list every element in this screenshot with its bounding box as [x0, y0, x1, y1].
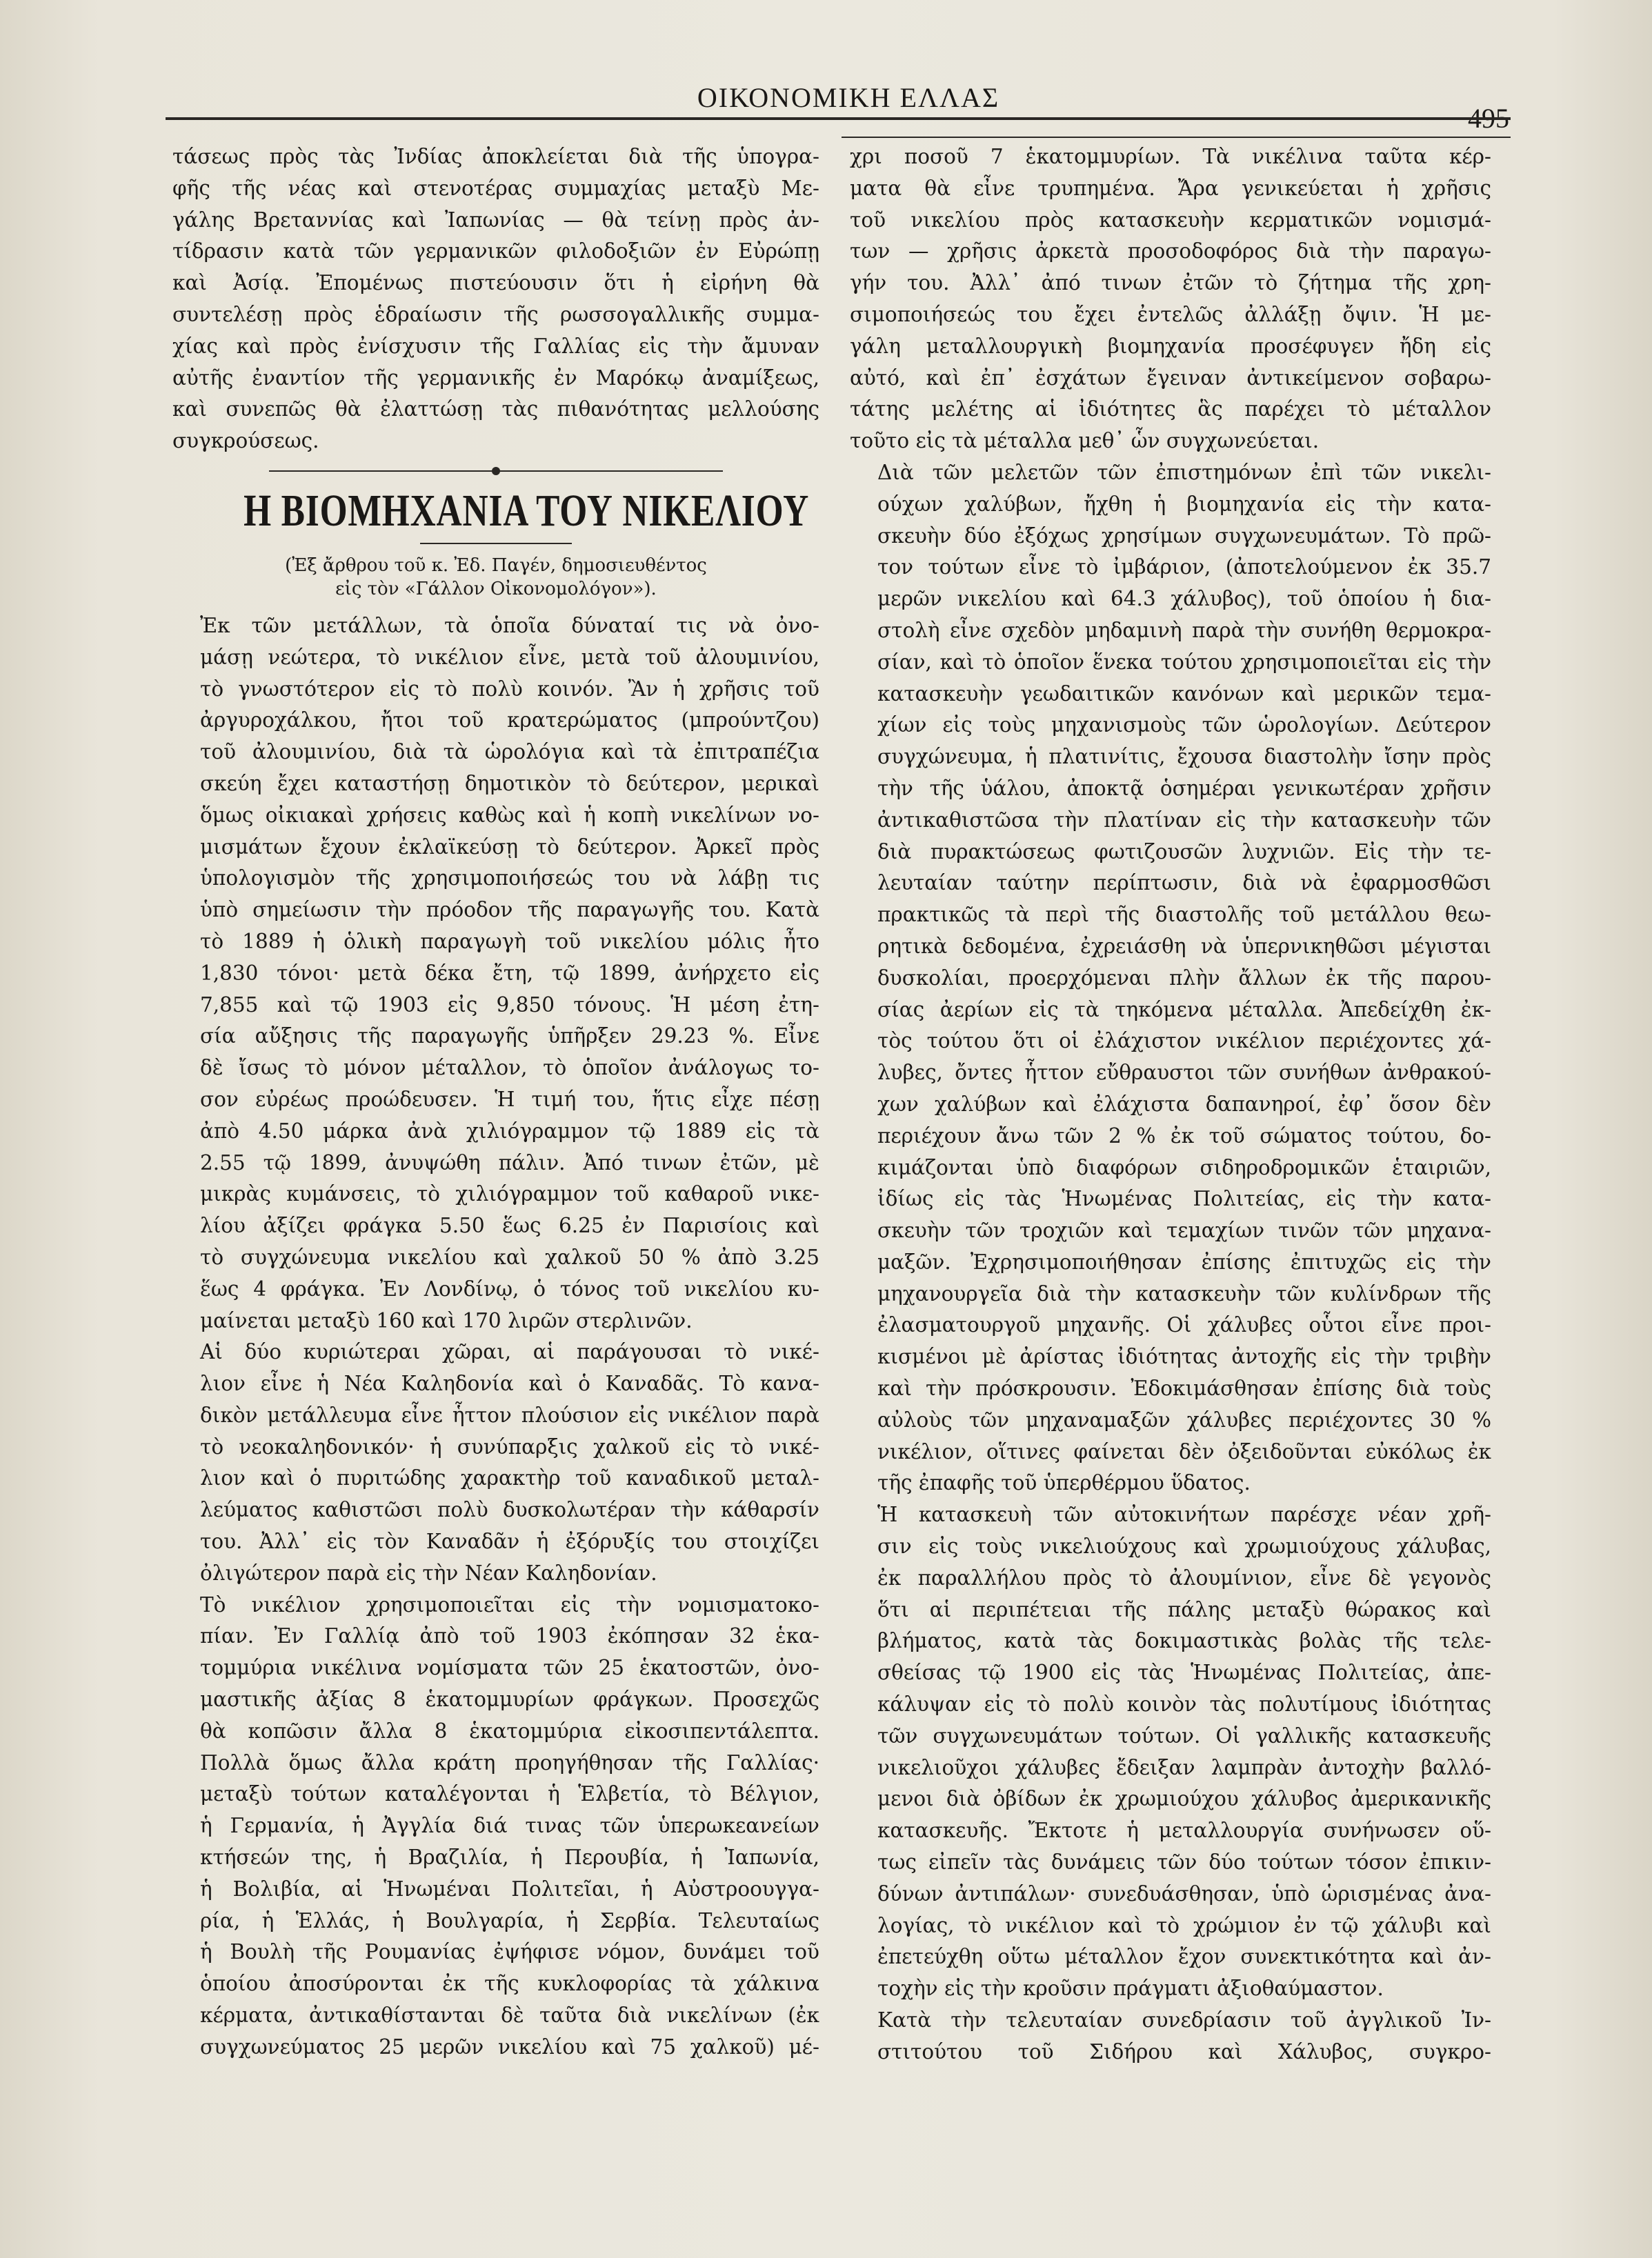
text-line: σία αὔξησις τῆς παραγωγῆς ὑπῆρξεν 29.23 %. Εἶνε: [200, 1024, 819, 1048]
text-line: τως εἰπεῖν τὰς δυνάμεις τῶν δύο τούτων τόσον ἐπικιν-: [877, 1850, 1491, 1875]
article-paragraph-5: [850, 457, 1491, 1499]
text-line: σιν εἰς τοὺς νικελιούχους καὶ χρωμιούχους χάλυβας,: [877, 1535, 1491, 1559]
text-line: συγχωνεύματος 25 μερῶν νικελίου καὶ 75 χαλκοῦ) μέ-: [200, 2035, 819, 2059]
text-line: σον εὐρέως προώδευσεν. Ἡ τιμή του, ἥτις εἶχε πέσῃ: [200, 1087, 819, 1111]
text-line: καὶ Ἀσίᾳ. Ἐπομένως πιστεύουσιν ὅτι ἡ εἰρήνη θὰ: [172, 271, 819, 295]
text-line: αὐλοὺς τῶν μηχαναμαξῶν χάλυβες περιέχοντες 30 %: [877, 1408, 1491, 1432]
text-line: Κατὰ τὴν τελευταίαν συνεδρίασιν τοῦ ἀγγλικοῦ Ἰν-: [877, 2008, 1491, 2032]
article-paragraph-7: [850, 2005, 1491, 2068]
article-paragraph-1: [172, 610, 819, 1337]
text-line: των — χρῆσις ἀρκετὰ προσοδοφόρος διὰ τὴν παραγω-: [850, 239, 1491, 263]
text-line: σκευὴν τῶν τροχιῶν καὶ τεμαχίων τινῶν τῶν μηχανα-: [877, 1219, 1491, 1243]
text-line: κιμάζονται ὑπὸ διαφόρων σιδηροδρομικῶν ἑταιριῶν,: [877, 1155, 1491, 1179]
text-line: Αἱ δύο κυριώτεραι χῶραι, αἱ παράγουσαι τὸ νικέ-: [200, 1340, 819, 1364]
text-line: σθείσας τῷ 1900 εἰς τὰς Ἡνωμένας Πολιτείας, ἀπε-: [877, 1661, 1491, 1685]
left-column: [172, 141, 819, 2064]
text-line: ἡ Βουλὴ τῆς Ρουμανίας ἐψήφισε νόμον, δυνάμει τοῦ: [200, 1940, 819, 1964]
header-rule: [166, 117, 1511, 120]
text-line: δὲ ἴσως τὸ μόνον μέταλλον, τὸ ὁποῖον ἀνάλογως το-: [200, 1056, 819, 1080]
text-line: λίου ἀξίζει φράγκα 5.50 ἕως 6.25 ἐν Παρισίοις καὶ: [200, 1214, 819, 1238]
text-line: τὸ 1889 ἡ ὁλικὴ παραγωγὴ τοῦ νικελίου μόλις ἦτο: [200, 929, 819, 953]
text-line: τοῦτο εἰς τὰ μέταλλα μεθ᾽ ὧν συγχωνεύεται.: [850, 429, 1320, 453]
text-line: συντελέσῃ πρὸς ἑδραίωσιν τῆς ρωσσογαλλικῆς συμμα-: [172, 302, 819, 326]
text-line: ἐκ παραλλήλου πρὸς τὸ ἀλουμίνιον, εἶνε δὲ γεγονὸς: [877, 1566, 1491, 1590]
text-line: δύνων ἀντιπάλων· συνεδυάσθησαν, ὑπὸ ὡρισμένας ἀνα-: [877, 1881, 1491, 1906]
text-line: νικέλιον, οἵτινες φαίνεται δὲν ὀξειδοῦνται εὐκόλως ἐκ: [877, 1439, 1491, 1463]
article-headline: Η ΒΙΟΜΗΧΑΝΙΑ ΤΟΥ ΝΙΚΕΛΙΟΥ: [243, 485, 810, 536]
article-paragraph-3: [172, 1590, 819, 2064]
text-line: βλήματος, κατὰ τὰς δοκιμαστικὰς βολὰς τῆς τελε-: [877, 1629, 1491, 1653]
text-line: αὐτῆς ἐναντίον τῆς γερμανικῆς ἐν Μαρόκῳ ἀναμίξεως,: [172, 366, 819, 390]
text-line: κισμένοι μὲ ἀρίστας ἰδιότητας ἀντοχῆς εἰς τὴν τριβὴν: [877, 1345, 1491, 1369]
text-line: συγχώνευμα, ἡ πλατινίτις, ἔχουσα διαστολὴν ἴσην πρὸς: [877, 745, 1491, 769]
text-line: κατασκευῆς. Ἔκτοτε ἡ μεταλλουργία συνήνωσεν οὕ-: [877, 1819, 1491, 1843]
text-line: ρία, ἡ Ἑλλάς, ἡ Βουλγαρία, ἡ Σερβία. Τελευταίως: [200, 1908, 819, 1932]
text-line: πίαν. Ἐν Γαλλίᾳ ἀπὸ τοῦ 1903 ἐκόπησαν 32 ἑκα-: [200, 1624, 819, 1648]
text-line: χίας καὶ πρὸς ἐνίσχυσιν τῆς Γαλλίας εἰς τὴν ἄμυναν: [172, 334, 819, 358]
header-rule-secondary: [842, 137, 1511, 138]
text-line: 2.55 τῷ 1899, ἀνυψώθη πάλιν. Ἀπό τινων ἐτῶν, μὲ: [200, 1150, 819, 1175]
text-line: ἡ Βολιβία, αἱ Ἡνωμέναι Πολιτεῖαι, ἡ Αὐστροουγγα-: [200, 1877, 819, 1901]
text-line: τοῦ ἀλουμινίου, διὰ τὰ ὡρολόγια καὶ τὰ ἐπιτραπέζια: [200, 740, 819, 764]
text-line: 7,855 καὶ τῷ 1903 εἰς 9,850 τόνους. Ἡ μέση ἐτη-: [200, 992, 819, 1017]
text-line: λιον καὶ ὁ πυριτώδης χαρακτὴρ τοῦ καναδικοῦ μεταλ-: [200, 1466, 819, 1490]
text-line: μεταξὺ τούτων καταλέγονται ἡ Ἑλβετία, τὸ Βέλγιον,: [200, 1782, 819, 1806]
text-line: λογίας, τὸ νικέλιον καὶ τὸ χρώμιον ἐν τῷ χάλυβι καὶ: [877, 1913, 1491, 1937]
text-line: σίας ἀερίων εἰς τὰ τηκόμενα μέταλλα. Ἀπεδείχθη ἐκ-: [877, 997, 1491, 1021]
text-line: ἐπετεύχθη οὕτω μέταλλον ἔχον συνεκτικότητα καὶ ἀν-: [877, 1945, 1491, 1969]
text-line: ὀλιγώτερον παρὰ εἰς τὴν Νέαν Καληδονίαν.: [200, 1561, 657, 1585]
page-number: 495: [1468, 103, 1509, 134]
text-line: δυσκολίαι, προερχόμεναι πλὴν ἄλλων ἐκ τῆς παρου-: [877, 966, 1491, 990]
text-line: τοχὴν εἰς τὴν κροῦσιν πράγματι ἀξιοθαύμαστον.: [877, 1977, 1384, 2001]
text-line: ρητικὰ δεδομένα, ἐχρειάσθη νὰ ὑπερνικηθῶσι μέγισται: [877, 934, 1491, 958]
text-line: θὰ κοπῶσιν ἄλλα 8 ἑκατομμύρια εἰκοσιπεντάλεπτα.: [200, 1719, 819, 1743]
text-line: κάλυψαν εἰς τὸ πολὺ κοινὸν τὰς πολυτίμους ἰδιότητας: [877, 1692, 1491, 1717]
text-line: ὅτι αἱ περιπέτειαι τῆς πάλης μεταξὺ θώρακος καὶ: [877, 1597, 1491, 1621]
text-line: Ἡ κατασκευὴ τῶν αὐτοκινήτων παρέσχε νέαν χρῆ-: [877, 1503, 1491, 1527]
text-line: αὐτό, καὶ ἐπ᾽ ἐσχάτων ἔγειναν ἀντικείμενον σοβαρω-: [850, 366, 1491, 390]
text-line: τὴν τῆς ὑάλου, ἀποκτᾷ ὁσημέραι γενικωτέραν χρῆσιν: [877, 776, 1491, 800]
text-line: χρι ποσοῦ 7 ἑκατομμυρίων. Τὰ νικέλινα ταῦτα κέρ-: [850, 145, 1491, 168]
text-line: ἀπὸ 4.50 μάρκα ἀνὰ χιλιόγραμμον τῷ 1889 εἰς τὰ: [200, 1119, 819, 1143]
text-line: λεύματος καθιστῶσι πολὺ δυσκολωτέραν τὴν κάθαρσίν: [200, 1498, 819, 1522]
byline-line-1: (Ἐξ ἄρθρου τοῦ κ. Ἐδ. Παγέν, δημοσιευθέντος: [285, 554, 707, 576]
text-line: νικελιοῦχοι χάλυβες ἔδειξαν λαμπρὰν ἀντοχὴν βαλλό-: [877, 1755, 1491, 1779]
text-line: ἀντικαθιστῶσα τὴν πλατίναν εἰς τὴν κατασκευὴν τῶν: [877, 808, 1491, 832]
text-line: τῆς ἐπαφῆς τοῦ ὑπερθέρμου ὕδατος.: [877, 1471, 1251, 1495]
article-paragraph-2: [172, 1337, 819, 1589]
text-line: τον τούτων εἶνε τὸ ἰμβάριον, (ἀποτελούμενον ἐκ 35.7: [877, 555, 1491, 579]
text-line: συγκρούσεως.: [172, 429, 319, 453]
text-line: χίων εἰς τοὺς μηχανισμοὺς τῶν ὡρολογίων. Δεύτερον: [877, 713, 1491, 737]
text-line: καὶ συνεπῶς θὰ ἐλαττώσῃ τὰς πιθανότητας μελλούσης: [172, 397, 819, 421]
intro-paragraph: [172, 141, 819, 457]
text-line: ούχων χαλύβων, ἤχθη ἡ βιομηχανία εἰς τὴν κατα-: [877, 492, 1491, 516]
text-line: μαίνεται μεταξὺ 160 καὶ 170 λιρῶν στερλινῶν.: [200, 1308, 693, 1332]
text-line: ὑπολογισμὸν τῆς χρησιμοποιήσεώς του νὰ λάβῃ τις: [200, 866, 819, 890]
section-divider: [172, 463, 819, 479]
text-line: τῶν συγχωνευμάτων τούτων. Οἱ γαλλικῆς κατασκευῆς: [877, 1724, 1491, 1748]
text-line: Διὰ τῶν μελετῶν τῶν ἐπιστημόνων ἐπὶ τῶν νικελι-: [877, 460, 1491, 484]
text-line: του. Ἀλλ᾽ εἰς τὸν Καναδᾶν ἡ ἐξόρυξίς του στοιχίζει: [200, 1530, 819, 1554]
article-byline: [172, 554, 819, 601]
text-line: σκευὴν δύο ἐξόχως χρησίμων συγχωνευμάτων. Τὸ πρῶ-: [877, 523, 1491, 548]
text-line: τοῦ νικελίου πρὸς κατασκευὴν κερματικῶν νομισμά-: [850, 208, 1491, 232]
text-line: δικὸν μετάλλευμα εἶνε ἧττον πλούσιον εἰς νικέλιον παρὰ: [200, 1403, 819, 1427]
text-line: ὅμως οἰκιακαὶ χρήσεις καθὼς καὶ ἡ κοπὴ νικελίνων νο-: [200, 803, 819, 827]
headline-rule: [420, 543, 572, 544]
text-line: ὁποίου ἀποσύρονται ἐκ τῆς κυκλοφορίας τὰ χάλκινα: [200, 1972, 819, 1996]
text-line: Τὸ νικέλιον χρησιμοποιεῖται εἰς τὴν νομισματοκο-: [200, 1592, 819, 1617]
text-line: μικρὰς κυμάνσεις, τὸ χιλιόγραμμον τοῦ καθαροῦ νικε-: [200, 1182, 819, 1206]
text-line: στολὴ εἶνε σχεδὸν μηδαμινὴ παρὰ τὴν συνήθη θερμοκρα-: [877, 618, 1491, 642]
text-line: σκεύη ἔχει καταστήσῃ δημοτικὸν τὸ δεύτερον, μερικαὶ: [200, 771, 819, 795]
text-line: ἡ Γερμανία, ἡ Ἀγγλία διά τινας τῶν ὑπερωκεανείων: [200, 1814, 819, 1838]
text-line: τὸ γνωστότερον εἰς τὸ πολὺ κοινόν. Ἂν ἡ χρῆσις τοῦ: [200, 677, 819, 701]
byline-line-2: εἰς τὸν «Γάλλον Οἰκονομολόγον»).: [335, 578, 657, 599]
text-line: πρακτικῶς τὰ περὶ τῆς διαστολῆς τοῦ μετάλλου θεω-: [877, 903, 1491, 927]
text-line: κέρματα, ἀντικαθίστανται δὲ ταῦτα διὰ νικελίνων (ἐκ: [200, 2004, 819, 2028]
text-line: ἰδίως εἰς τὰς Ἡνωμένας Πολιτείας, εἰς τὴν κατα-: [877, 1187, 1491, 1211]
text-line: φῆς τῆς νέας καὶ στενοτέρας συμμαχίας μεταξὺ Με-: [172, 176, 819, 200]
text-line: σιμοποιήσεώς του ἔχει ἐντελῶς ἀλλάξῃ ὄψιν. Ἡ με-: [850, 302, 1491, 326]
text-line: μερῶν νικελίου καὶ 64.3 χάλυβος), τοῦ ὁποίου ἡ δια-: [877, 587, 1491, 611]
text-line: γάλη μεταλλουργικὴ βιομηχανία προσέφυγεν ἤδη εἰς: [850, 334, 1491, 358]
text-line: τὸς τούτου ὅτι οἱ ἐλάχιστον νικέλιον περιέχοντες χά-: [877, 1029, 1491, 1053]
text-line: λευταίαν ταύτην περίπτωσιν, διὰ νὰ ἐφαρμοσθῶσι: [877, 871, 1491, 895]
text-line: γάλης Βρεταννίας καὶ Ἰαπωνίας — θὰ τείνῃ πρὸς ἀν-: [172, 208, 819, 232]
text-line: ὑπὸ σημείωσιν τὴν πρόοδον τῆς παραγωγῆς του. Κατὰ: [200, 898, 819, 922]
text-line: τὸ νεοκαληδονικόν· ἡ συνύπαρξις χαλκοῦ εἰς τὸ νικέ-: [200, 1435, 819, 1459]
text-line: μηχανουργεῖα διὰ τὴν κατασκευὴν τῶν κυλίνδρων τῆς: [877, 1281, 1491, 1306]
text-line: ἀργυροχάλκου, ἤτοι τοῦ κρατερώματος (μπρούντζου): [200, 708, 819, 732]
text-line: ματα θὰ εἶνε τρυπημένα. Ἄρα γενικεύεται ἡ χρῆσις: [850, 176, 1491, 200]
text-line: διὰ πυρακτώσεως φωτιζουσῶν λυχνιῶν. Εἰς τὴν τε-: [877, 839, 1491, 863]
running-title: ΟΙΚΟΝΟΜΙΚΗ ΕΛΛΑΣ: [697, 82, 1000, 113]
text-line: Ἐκ τῶν μετάλλων, τὰ ὁποῖα δύναταί τις νὰ ὀνο-: [200, 613, 819, 637]
article-paragraph-4: [850, 141, 1491, 457]
text-line: κατασκευὴν γεωδαιτικῶν κανόνων καὶ μερικῶν τεμα-: [877, 681, 1491, 706]
text-line: Πολλὰ ὅμως ἄλλα κράτη προηγήθησαν τῆς Γαλλίας·: [200, 1750, 819, 1775]
text-line: λυβες, ὄντες ἧττον εὔθραυστοι τῶν συνήθων ἀνθρακού-: [877, 1061, 1491, 1085]
text-line: ἐλασματουργοῦ μηχανῆς. Οἱ χάλυβες οὗτοι εἶνε προι-: [877, 1313, 1491, 1337]
text-line: τάτης μελέτης αἱ ἰδιότητες ἃς παρέχει τὸ μέταλλον: [850, 397, 1491, 421]
text-line: λιον εἶνε ἡ Νέα Καληδονία καὶ ὁ Καναδᾶς. Τὸ κανα-: [200, 1372, 819, 1396]
text-line: τίδρασιν κατὰ τῶν γερμανικῶν φιλοδοξιῶν ἐν Εὐρώπῃ: [172, 239, 819, 263]
text-line: μαστικῆς ἀξίας 8 ἑκατομμυρίων φράγκων. Προσεχῶς: [200, 1688, 819, 1712]
text-line: μενοι διὰ ὀβίδων ἐκ χρωμιούχου χάλυβος ἀμερικανικῆς: [877, 1787, 1491, 1811]
right-column: [850, 141, 1491, 2068]
text-line: γήν του. Ἀλλ᾽ ἀπό τινων ἐτῶν τὸ ζήτημα τῆς χρη-: [850, 271, 1491, 295]
text-line: μισμάτων ἔχουν ἐκλαϊκεύσῃ τὸ δεύτερον. Ἀρκεῖ πρὸς: [200, 835, 819, 859]
text-line: καὶ τὴν πρόσκρουσιν. Ἐδοκιμάσθησαν ἐπίσης διὰ τοὺς: [877, 1377, 1491, 1401]
text-line: χων χαλύβων καὶ ἐλάχιστα δαπανηροί, ἐφ᾽ ὅσον δὲν: [877, 1092, 1491, 1116]
text-line: στιτούτου τοῦ Σιδήρου καὶ Χάλυβος, συγκρο-: [877, 2039, 1491, 2064]
text-line: κτήσεών της, ἡ Βραζιλία, ἡ Περουβία, ἡ Ἰαπωνία,: [200, 1846, 819, 1870]
text-line: μάσῃ νεώτερα, τὸ νικέλιον εἶνε, μετὰ τοῦ ἀλουμινίου,: [200, 645, 819, 669]
text-line: τάσεως πρὸς τὰς Ἰνδίας ἀποκλείεται διὰ τῆς ὑπογρα-: [172, 145, 819, 168]
text-line: 1,830 τόνοι· μετὰ δέκα ἔτη, τῷ 1899, ἀνήρχετο εἰς: [200, 961, 819, 985]
text-line: μαξῶν. Ἐχρησιμοποιήθησαν ἐπίσης ἐπιτυχῶς εἰς τὴν: [877, 1250, 1491, 1274]
article-paragraph-6: [850, 1499, 1491, 2005]
text-line: σίαν, καὶ τὸ ὁποῖον ἕνεκα τούτου χρησιμοποιεῖται εἰς τὴν: [877, 650, 1491, 674]
text-line: περιέχουν ἄνω τῶν 2 % ἐκ τοῦ σώματος τούτου, δο-: [877, 1123, 1491, 1148]
text-line: τὸ συγχώνευμα νικελίου καὶ χαλκοῦ 50 % ἀπὸ 3.25: [200, 1245, 819, 1269]
text-line: ἕως 4 φράγκα. Ἐν Λονδίνῳ, ὁ τόνος τοῦ νικελίου κυ-: [200, 1277, 819, 1301]
text-line: τομμύρια νικέλινα νομίσματα τῶν 25 ἑκατοστῶν, ὀνο-: [200, 1656, 819, 1680]
